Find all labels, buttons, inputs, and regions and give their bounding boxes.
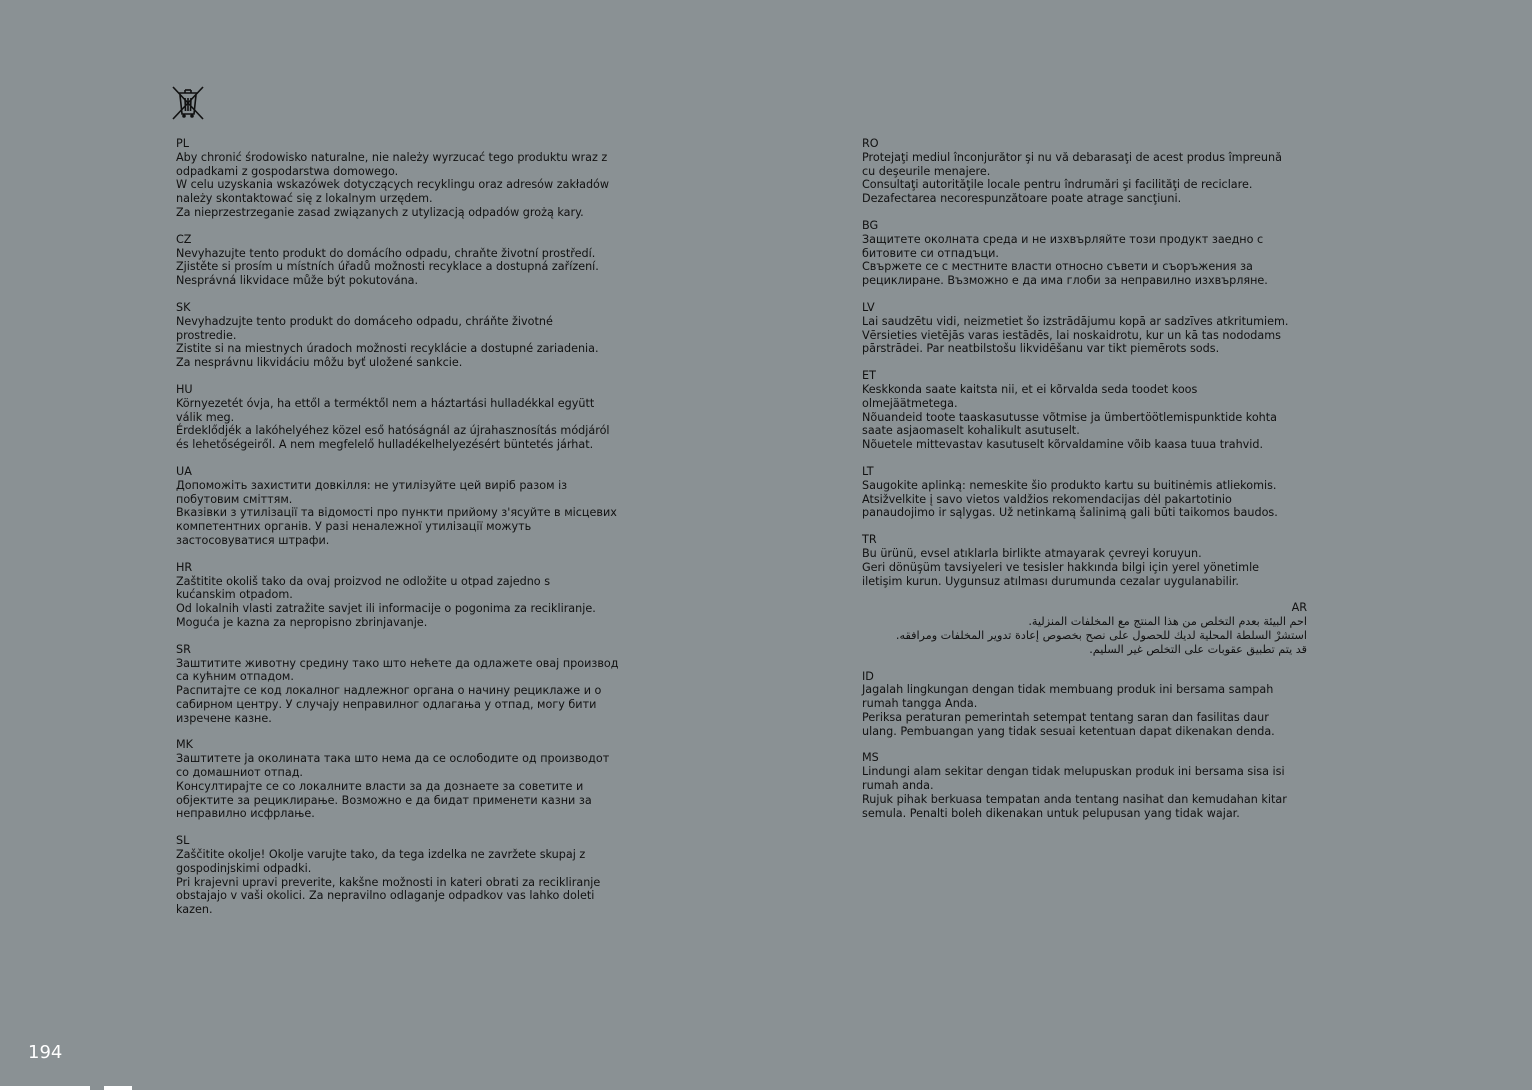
language-section-ar xyxy=(862,601,1307,656)
language-section-ms xyxy=(862,751,1307,820)
language-section-et xyxy=(862,369,1307,452)
crossed-out-wheelie-bin-icon xyxy=(170,84,206,122)
language-text: احم البيئة بعدم التخلص من هذا المنتج مع المخلفات المنزلية. استشرْ السلطة المحلية لديك للحصول على نصح بخصوص إعادة تدوير المخلفات ومرافقه. قد يتم تطبيق عقوبات على التخلص غير السليم. xyxy=(895,615,1307,656)
language-text: Защитете околната среда и не изхвърляйте този продукт заедно с битовите си отпадъци. Свържете се с местните власти относно съвети и съоръжения за рециклиране. Възможно е да има глоби за неправилно изхвърляне. xyxy=(862,232,1268,288)
language-code: TR xyxy=(862,533,877,547)
language-code: PL xyxy=(176,137,189,150)
language-code: LV xyxy=(862,300,875,314)
language-code: BG xyxy=(862,218,879,232)
language-code: HU xyxy=(176,382,193,396)
language-code: LT xyxy=(862,464,874,478)
language-code: MS xyxy=(862,751,879,765)
language-text: Lindungi alam sekitar dengan tidak melupuskan produk ini bersama sisa isi rumah anda. Rujuk pihak berkuasa tempatan anda tentang nasihat dan kemudahan kitar semula. Penalti boleh dikenakan untuk pelupusan yang tidak wajar. xyxy=(862,765,1287,820)
language-text: Keskkonda saate kaitsta nii, et ei kõrvalda seda toodet koos olmejäätmetega. Nõuandeid toote taaskasutusse võtmise ja ümbertöötlemispunktide kohta saate asjaomaselt kohalikult asutuselt. Nõuetele mittevastav kasutuselt kõrvaldamine võib kaasa tuua trahvid. xyxy=(862,382,1278,452)
language-code: MK xyxy=(176,738,193,752)
language-text: Zaščitite okolje! Okolje varujte tako, da tega izdelka ne zavržete skupaj z gospodinjskimi odpadki. Pri krajevni upravi preverite, kakšne možnosti in kateri obrati za recikliranje obstajajo v vaši okolici. Za nepravilno odlaganje odpadkov vas lahko doleti kazen. xyxy=(176,848,601,917)
language-code: SR xyxy=(176,642,191,656)
language-section-ua xyxy=(176,465,636,548)
language-text: Jagalah lingkungan dengan tidak membuang produk ini bersama sampah rumah tangga Anda. Periksa peraturan pemerintah setempat tentang saran dan fasilitas daur ulang. Pembuangan yang tidak sesuai ketentuan dapat dikenakan denda. xyxy=(862,683,1275,738)
language-text: Protejaţi mediul înconjurător şi nu vă debarasaţi de acest produs împreună cu deşeurile menajere. Consultaţi autorităţile locale pentru îndrumări şi facilităţi de reciclare. Dezafectarea necorespunzătoare poate atrage sancţiuni. xyxy=(862,150,1282,206)
language-code: HR xyxy=(176,560,193,574)
left-column xyxy=(176,137,636,930)
page-number: 194 xyxy=(28,1042,63,1063)
language-code: UA xyxy=(176,464,192,478)
language-section-bg xyxy=(862,219,1307,288)
language-text: Környezetét óvja, ha ettől a terméktől nem a háztartási hulladékkal együtt válik meg. Érdeklődjék a lakóhelyéhez közel eső hatóságnál az újrahasznosítás módjáról és lehetőségeiről. A nem megfelelő hulladékelhelyezésért büntetés járhat. xyxy=(176,396,610,452)
language-text: Заштитите животну средину тако што нећете да одлажете овај производ са кућним отпадом. Распитајте се код локалног надлежног органа о начину рециклаже и о сабирном центру. У случају неправилног одлагања у отпад, могу бити изречене казне. xyxy=(176,656,619,725)
language-section-sk xyxy=(176,301,636,370)
language-section-sr xyxy=(176,643,636,726)
language-text: Saugokite aplinką: nemeskite šio produkto kartu su buitinėmis atliekomis. Atsižvelkite į savo vietos valdžios rekomendacijas dėl pakartotinio panaudojimo ir sąlygas. Už netinkamą šalinimą gali būti taikomos baudos. xyxy=(862,478,1278,520)
language-section-id xyxy=(862,670,1307,739)
language-section-hu xyxy=(176,383,636,452)
language-text: Допоможіть захистити довкілля: не утилізуйте цей виріб разом із побутовим сміттям. Вказівки з утилізації та відомості про пункти прийому з'ясуйте в місцевих компетентних органів. У разі неналежної утилізації можуть застосовуватися штрафи. xyxy=(176,478,617,547)
language-text: Zaštitite okoliš tako da ovaj proizvod ne odložite u otpad zajedno s kućanskim otpadom. Od lokalnih vlasti zatražite savjet ili informacije o pogonima za recikliranje. Moguća je kazna za nepropisno zbrinjavanje. xyxy=(176,574,596,629)
language-section-mk xyxy=(176,738,636,821)
language-section-cz xyxy=(176,233,636,288)
language-text: Bu ürünü, evsel atıklarla birlikte atmayarak çevreyi koruyun. Geri dönüşüm tavsiyeleri ve tesisler hakkında bilgi için yerel yönetimle iletişim kurun. Uygunsuz atılması durumunda cezalar uygulanabilir. xyxy=(862,546,1260,588)
language-text: Nevyhadzujte tento produkt do domáceho odpadu, chráňte životné prostredie. Zistite si na miestnych úradoch možnosti recyklácie a dostupné zariadenia. Za nesprávnu likvidáciu môžu byť uložené sankcie. xyxy=(176,314,599,370)
language-section-ro xyxy=(862,137,1307,206)
footer-bar xyxy=(0,1086,90,1090)
language-code: AR xyxy=(1291,601,1307,615)
language-code: CZ xyxy=(176,232,192,246)
language-code: RO xyxy=(862,137,879,150)
language-section-lt xyxy=(862,465,1307,520)
language-section-lv xyxy=(862,301,1307,356)
language-code: SL xyxy=(176,834,190,848)
right-column xyxy=(862,137,1307,833)
language-text: Lai saudzētu vidi, neizmetiet šo izstrādājumu kopā ar sadzīves atkritumiem. Vērsieties vietējās varas iestādēs, lai noskaidrotu, kur un kā tas nododams pārstrādei. Par neatbilstošu likvidēšanu var tikt piemērots sods. xyxy=(862,314,1289,356)
language-section-hr xyxy=(176,561,636,630)
footer-bar-short xyxy=(104,1086,132,1090)
language-text: Aby chronić środowisko naturalne, nie należy wyrzucać tego produktu wraz z odpadkami z gospodarstwa domowego. W celu uzyskania wskazówek dotyczących recyklingu oraz adresów zakładów należy skontaktować się z lokalnym urzędem. Za nieprzestrzeganie zasad związanych z utylizacją odpadów grożą kary. xyxy=(176,150,610,219)
language-text: Nevyhazujte tento produkt do domácího odpadu, chraňte životní prostředí. Zjistěte si prosím u místních úřadů možnosti recyklace a dostupná zařízení. Nesprávná likvidace může být pokutována. xyxy=(176,246,599,288)
language-section-tr xyxy=(862,533,1307,588)
language-code: SK xyxy=(176,300,191,314)
language-code: ET xyxy=(862,369,876,383)
language-text: Заштитете ја околината така што нема да се ослободите од производот со домашниот отпад. Консултирајте се со локалните власти за да дознаете за советите и објектите за рециклирање. Возможно е да бидат применети казни за неправилно исфрлање. xyxy=(176,752,610,821)
language-section-sl xyxy=(176,834,636,917)
language-section-pl xyxy=(176,137,636,220)
language-code: ID xyxy=(862,669,874,683)
